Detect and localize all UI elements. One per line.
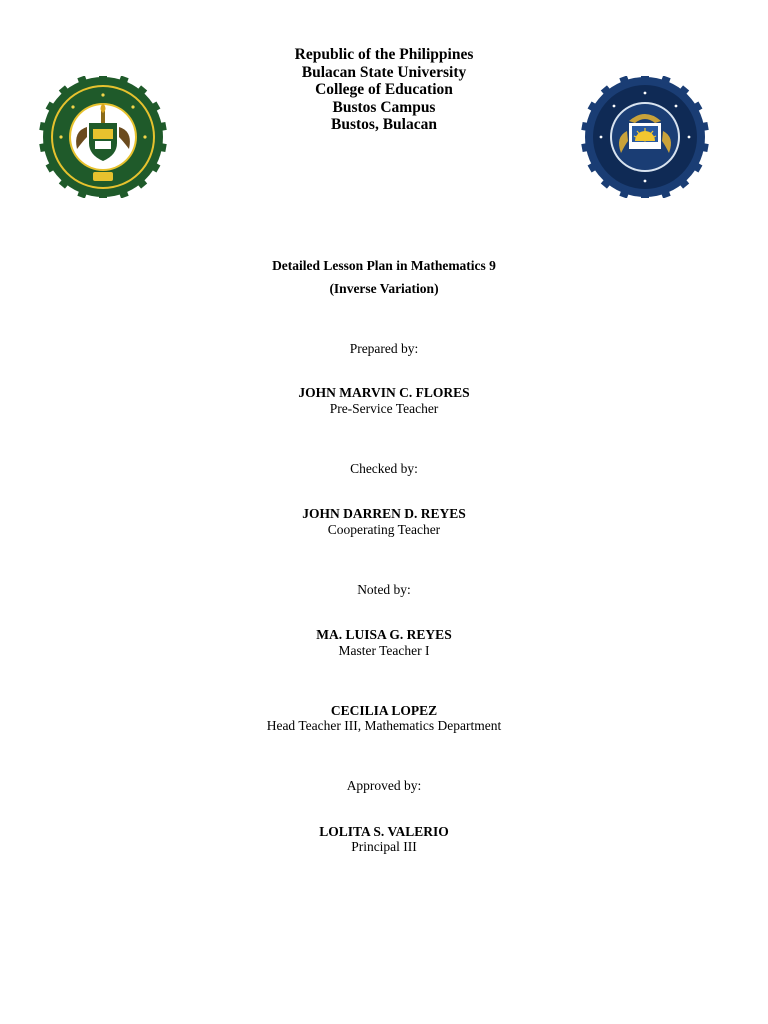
checker-name: JOHN DARREN D. REYES [302, 506, 466, 521]
head-teacher-name: CECILIA LOPEZ [330, 703, 438, 718]
lesson-plan-title: Detailed Lesson Plan in Mathematics 9 [272, 258, 496, 273]
approved-by-caption: Approved by: [346, 778, 422, 793]
college-seal-icon [576, 76, 714, 198]
principal-role: Principal III [351, 839, 417, 854]
preparer-name: JOHN MARVIN C. FLORES [298, 385, 470, 400]
header-line-college: College of Education [315, 81, 453, 98]
checker-role: Cooperating Teacher [327, 522, 441, 537]
head-teacher-role: Head Teacher III, Mathematics Department [266, 718, 502, 733]
master-teacher-name: MA. LUISA G. REYES [316, 627, 452, 642]
checked-by-caption: Checked by: [350, 461, 418, 476]
header-line-university: Bulacan State University [301, 63, 467, 81]
header-line-republic: Republic of the Philippines [294, 46, 474, 63]
principal-name: LOLITA S. VALERIO [319, 824, 449, 839]
header-line-campus: Bustos Campus [332, 98, 436, 116]
university-seal-icon [34, 76, 172, 198]
header-line-location: Bustos, Bulacan [331, 116, 437, 133]
prepared-by-caption: Prepared by: [349, 341, 419, 356]
preparer-role: Pre-Service Teacher [329, 401, 439, 416]
lesson-plan-topic: (Inverse Variation) [329, 281, 439, 296]
noted-by-caption: Noted by: [357, 582, 411, 597]
master-teacher-role: Master Teacher I [338, 643, 430, 658]
